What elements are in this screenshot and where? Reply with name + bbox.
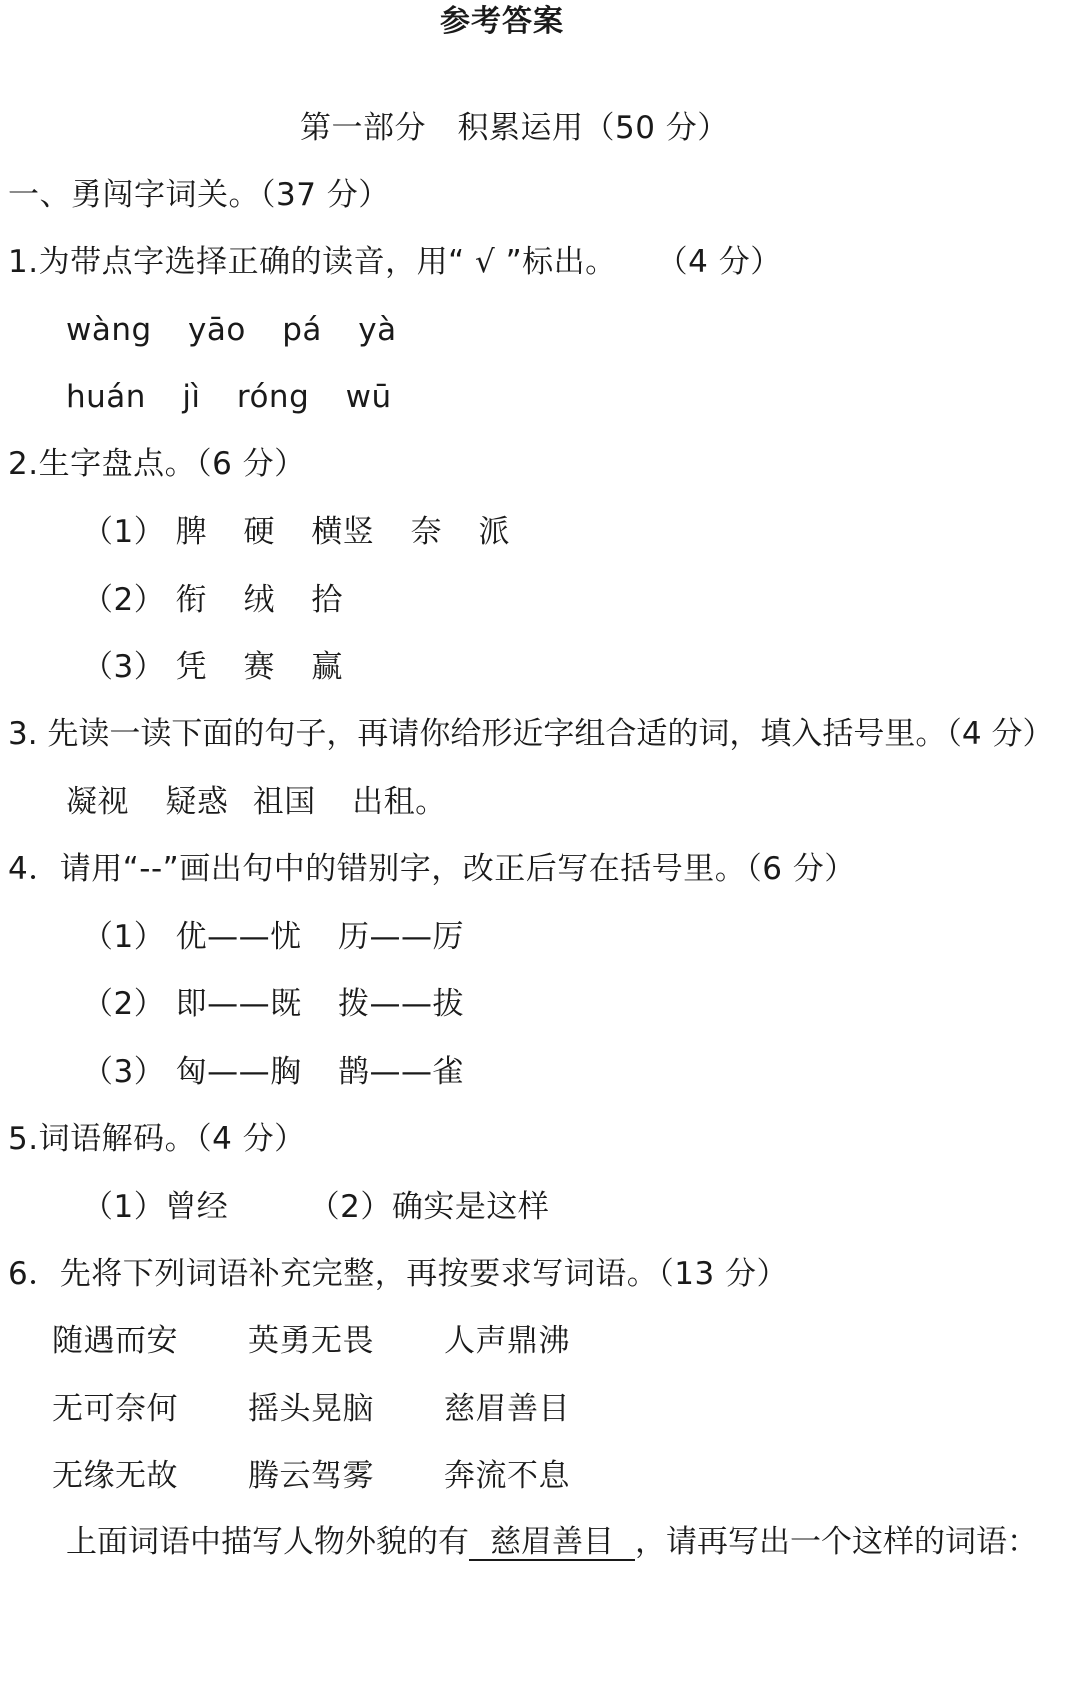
item-number: （2） xyxy=(82,986,166,1022)
item-number: （3） xyxy=(82,1054,166,1090)
item-number: （3） xyxy=(82,649,166,685)
page-title: 参考答案 xyxy=(440,4,564,39)
idiom: 随遇而安 xyxy=(52,1323,178,1359)
item-number: （1） xyxy=(82,919,166,955)
idiom: 英勇无畏 xyxy=(248,1323,374,1359)
q4-answer-row-1 xyxy=(82,917,464,957)
char-answer: 奈 xyxy=(410,514,443,550)
q1-answer-row-1 xyxy=(66,310,397,350)
q6-appearance-line xyxy=(66,1522,1038,1562)
word-answer: 疑惑 xyxy=(165,784,229,820)
q6-idiom-row-2 xyxy=(52,1389,570,1429)
pinyin-answer: róng xyxy=(236,379,310,415)
q6-last-after: ，请再写出一个这样的词语： xyxy=(635,1524,1038,1560)
pinyin-answer: pá xyxy=(282,312,322,348)
idiom: 无可奈何 xyxy=(52,1391,178,1427)
q2-prompt: 2.生字盘点。（6 分） xyxy=(8,446,306,482)
idiom: 人声鼎沸 xyxy=(444,1323,570,1359)
correction-answer: 拨——拔 xyxy=(337,986,464,1022)
char-answer: 赢 xyxy=(311,649,343,685)
idiom: 腾云驾雾 xyxy=(248,1458,374,1494)
q6-idiom-row-1 xyxy=(52,1321,570,1361)
char-answer: 衔 xyxy=(175,582,208,618)
correction-answer: 历——厉 xyxy=(337,919,464,955)
q2-answer-row-1 xyxy=(82,512,510,552)
correction-answer: 鹊——雀 xyxy=(337,1054,464,1090)
pinyin-answer: yà xyxy=(358,312,397,348)
char-answer: 绒 xyxy=(243,582,275,618)
q2-answer-row-3 xyxy=(82,647,343,687)
q1-prompt-text: 1.为带点字选择正确的读音，用“ √ ”标出。 xyxy=(8,244,617,280)
idiom: 摇头晃脑 xyxy=(248,1391,374,1427)
idiom: 无缘无故 xyxy=(52,1458,178,1494)
q4-prompt: 4．请用“--”画出句中的错别字，改正后写在括号里。（6 分） xyxy=(8,851,856,887)
char-answer: 凭 xyxy=(175,649,208,685)
char-answer: 派 xyxy=(478,514,511,550)
pinyin-answer: wū xyxy=(345,379,392,415)
q2-answer-row-2 xyxy=(82,580,343,620)
q6-prompt: 6．先将下列词语补充完整，再按要求写词语。（13 分） xyxy=(8,1256,789,1292)
correction-answer: 匈——胸 xyxy=(175,1054,302,1090)
pinyin-answer: wàng xyxy=(66,312,152,348)
q3-answer xyxy=(66,782,447,822)
q4-answer-row-2 xyxy=(82,984,464,1024)
item-number: （1） xyxy=(82,514,166,550)
word-answer: 出租。 xyxy=(352,784,447,820)
q6-last-before: 上面词语中描写人物外貌的有 xyxy=(66,1524,469,1560)
word-answer: 凝视 xyxy=(66,784,129,820)
q1-answer-row-2 xyxy=(66,377,392,417)
char-answer: 硬 xyxy=(243,514,275,550)
correction-answer: 优——忧 xyxy=(175,919,302,955)
q4-answer-row-3 xyxy=(82,1052,464,1092)
char-answer: 脾 xyxy=(175,514,208,550)
meaning-answer: （2）确实是这样 xyxy=(308,1189,550,1225)
idiom: 奔流不息 xyxy=(444,1458,570,1494)
char-answer: 横竖 xyxy=(311,514,375,550)
item-number: （2） xyxy=(82,582,166,618)
pinyin-answer: huán xyxy=(66,379,146,415)
q5-answer xyxy=(82,1187,549,1227)
pinyin-answer: jì xyxy=(182,379,201,415)
pinyin-answer: yāo xyxy=(188,312,246,348)
q1-score: （4 分） xyxy=(656,244,782,280)
q5-prompt: 5.词语解码。（4 分） xyxy=(8,1121,306,1157)
q1-prompt xyxy=(8,242,782,282)
meaning-answer: （1）曾经 xyxy=(82,1189,229,1225)
char-answer: 拾 xyxy=(311,582,343,618)
section1-heading: 一、勇闯字词关。（37 分） xyxy=(8,177,390,213)
q3-prompt: 3. 先读一读下面的句子，再请你给形近字组合适的词，填入括号里。（4 分） xyxy=(8,716,1054,752)
char-answer: 赛 xyxy=(243,649,275,685)
part-heading: 第一部分 积累运用（50 分） xyxy=(300,110,729,146)
q6-last-answer: 慈眉善目 xyxy=(469,1525,635,1561)
correction-answer: 即——既 xyxy=(175,986,302,1022)
idiom: 慈眉善目 xyxy=(444,1391,570,1427)
q6-idiom-row-3 xyxy=(52,1456,570,1496)
word-answer: 祖国 xyxy=(252,784,316,820)
